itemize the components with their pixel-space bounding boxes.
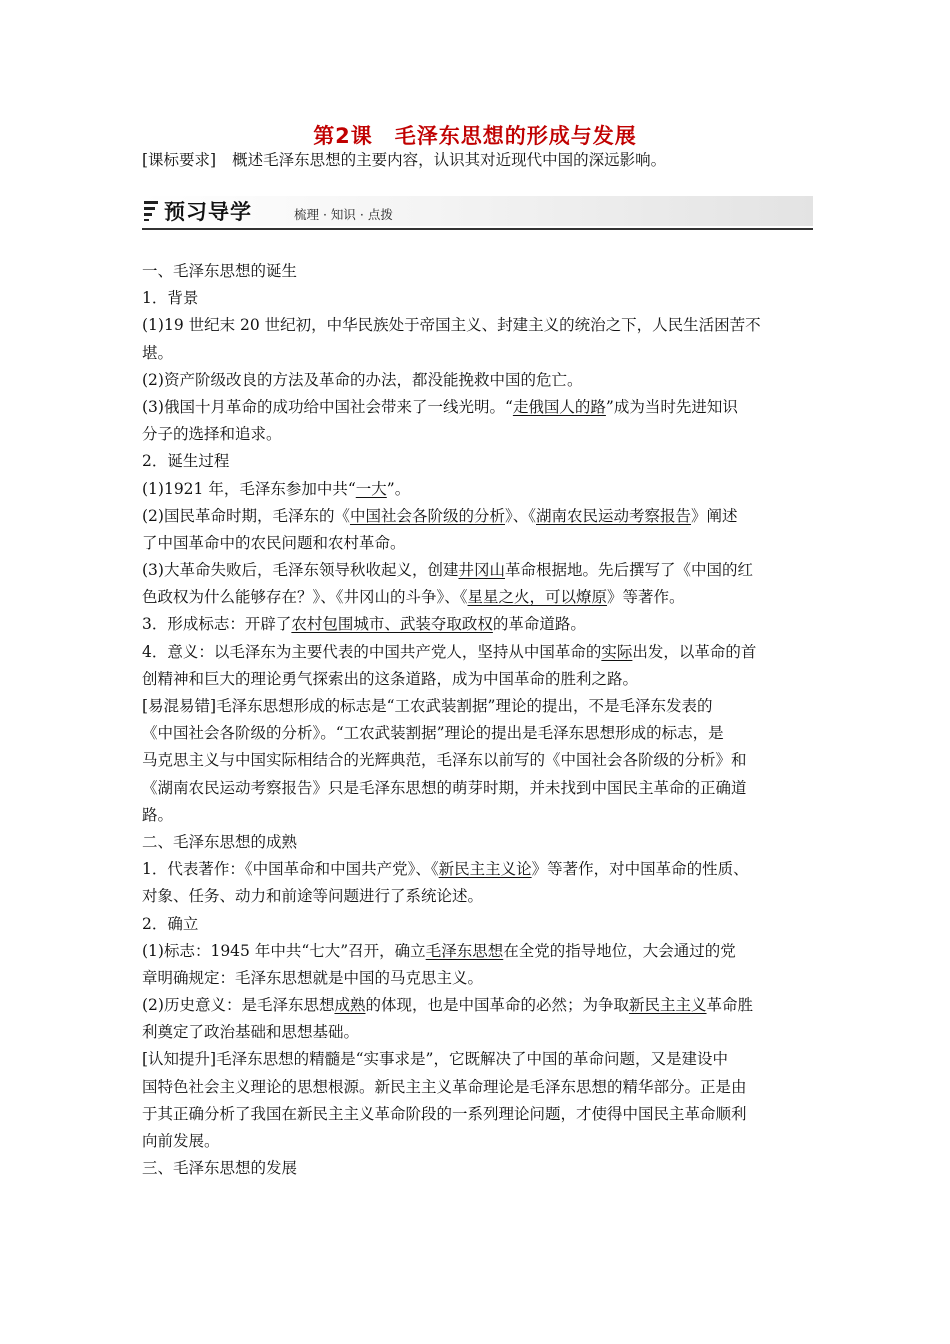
banner-heading: 预习导学 [164,200,252,224]
text-line [142,611,814,638]
requirement-text: 概述毛泽东思想的主要内容，认识其对近现代中国的深远影响。 [232,151,667,169]
text-segment: (1)标志：1945 年中共“七大”召开，确立 [142,941,426,960]
lesson-body [142,258,814,1182]
key-term: 走俄国人的路 [512,397,606,416]
text-line [142,911,814,938]
text-segment: 《中国社会各阶级的分析》。“工农武装割据”理论的提出是毛泽东思想形成的标志，是 [142,724,724,743]
text-segment: 了中国革命中的农民问题和农村革命。 [142,533,406,552]
text-segment: 马克思主义与中国实际相结合的光辉典范，毛泽东以前写的《中国社会各阶级的分析》和 [142,751,747,770]
key-term: 毛泽东思想 [425,941,504,960]
text-segment: (2)历史意义：是毛泽东思想 [142,996,335,1015]
text-line [142,1074,814,1101]
text-line [142,666,814,693]
text-segment: 》等著作，对中国革命的性质、 [531,860,749,879]
text-line [142,965,814,992]
text-segment: 向前发展。 [142,1132,220,1150]
text-segment: (2)资产阶级改良的方法及革命的办法，都没能挽救中国的危亡。 [142,370,583,389]
text-line [142,285,814,312]
text-segment: 堪。 [142,343,174,362]
key-term: 一大 [355,479,387,498]
text-line [142,503,814,530]
text-segment: 》阐述 [691,506,738,525]
text-segment: 2．诞生过程 [142,452,230,471]
text-segment: [认知提升]毛泽东思想的精髓是“实事求是”，它既解决了中国的革命问题，又是建设中 [142,1050,728,1069]
text-segment: 三、毛泽东思想的发展 [142,1159,298,1178]
text-segment: 色政权为什么能够存在？》、《井冈山的斗争》、《 [142,588,468,607]
text-segment: (1)19 世纪末 20 世纪初，中华民族处于帝国主义、封建主义的统治之下，人民生活困苦不 [142,316,761,335]
key-term: 新民主主义 [629,996,707,1015]
text-line [142,476,814,503]
text-segment: 利奠定了政治基础和思想基础。 [142,1023,360,1042]
key-term: 井冈山 [458,561,505,580]
text-line [142,1019,814,1046]
key-term: 新民主主义论 [438,860,532,879]
text-segment: 的革命道路。 [492,615,586,634]
stripes-icon [144,201,158,221]
text-line [142,530,814,557]
text-segment: 革命根据地。先后撰写了《中国的红 [504,561,753,580]
text-segment: (2)国民革命时期，毛泽东的《 [142,506,350,525]
text-line [142,448,814,475]
text-segment: 2．确立 [142,914,199,933]
text-line [142,584,814,611]
section-banner [142,196,813,230]
text-segment: 革命胜 [706,996,754,1015]
text-segment: 国特色社会主义理论的思想根源。新民主主义革命理论是毛泽东思想的精华部分。正是由 [142,1077,747,1096]
key-term: 中国社会各阶级的分析 [349,506,505,525]
text-line [142,1046,814,1073]
text-segment: 章明确规定：毛泽东思想就是中国的马克思主义。 [142,968,484,987]
text-segment: 出发，以革命的首 [632,642,757,661]
banner-subtitle: 梳理 · 知识 · 点拨 [294,207,393,222]
curriculum-requirement [142,148,666,170]
text-line [142,557,814,584]
text-line [142,720,814,747]
text-segment: (3)大革命失败后，毛泽东领导秋收起义，创建 [142,561,459,580]
text-segment: 对象、任务、动力和前途等问题进行了系统论述。 [142,887,484,906]
text-line [142,693,814,720]
text-line [142,938,814,965]
text-line [142,1128,814,1155]
lesson-title: 第2课 毛泽东思想的形成与发展 [313,124,637,148]
key-term: 湖南农民运动考察报告 [536,506,692,525]
text-segment: 分子的选择和追求。 [142,425,282,444]
text-line [142,1101,814,1128]
key-term: 农村包围城市、武装夺取政权 [291,615,493,634]
text-line [142,367,814,394]
text-segment: 1．代表著作：《中国革命和中国共产党》、《 [142,860,439,879]
text-line [142,421,814,448]
text-segment: 的体现，也是中国革命的必然；为争取 [365,996,629,1015]
text-line [142,829,814,856]
requirement-label: [课标要求] [142,151,217,169]
text-segment: 》等著作。 [607,588,685,607]
text-line [142,639,814,666]
text-segment: [易混易错]毛泽东思想形成的标志是“工农武装割据”理论的提出，不是毛泽东发表的 [142,697,713,715]
text-segment: 于其正确分析了我国在新民主主义革命阶段的一系列理论问题，才使得中国民主革命顺利 [142,1104,747,1123]
text-line [142,775,814,802]
key-term: 实际 [601,642,633,661]
text-segment: 二、毛泽东思想的成熟 [142,832,298,851]
text-segment: (3)俄国十月革命的成功给中国社会带来了一线光明。“ [142,397,513,416]
text-segment: 在全党的指导地位，大会通过的党 [503,941,736,960]
text-segment: 》、《 [504,506,536,525]
text-line [142,747,814,774]
text-segment: 3．形成标志：开辟了 [142,615,292,634]
text-segment: 1．背景 [142,289,199,308]
key-term: 星星之火，可以燎原 [467,588,608,607]
key-term: 成熟 [334,996,366,1015]
text-segment: 一、毛泽东思想的诞生 [142,262,298,280]
text-segment: ”成为当时先进知识 [605,397,738,416]
text-line [142,1155,814,1182]
text-segment: 4．意义：以毛泽东为主要代表的中国共产党人，坚持从中国革命的 [142,642,602,661]
text-line [142,856,814,883]
text-line [142,802,814,829]
text-segment: 路。 [142,805,174,824]
text-segment: ”。 [386,479,411,498]
text-line [142,258,814,285]
text-line [142,340,814,367]
text-line [142,883,814,910]
text-line [142,312,814,339]
text-line [142,394,814,421]
text-segment: (1)1921 年，毛泽东参加中共“ [142,479,356,498]
text-segment: 创精神和巨大的理论勇气探索出的这条道路，成为中国革命的胜利之路。 [142,669,639,688]
text-line [142,992,814,1019]
text-segment: 《湖南农民运动考察报告》只是毛泽东思想的萌芽时期，并未找到中国民主革命的正确道 [142,778,747,797]
